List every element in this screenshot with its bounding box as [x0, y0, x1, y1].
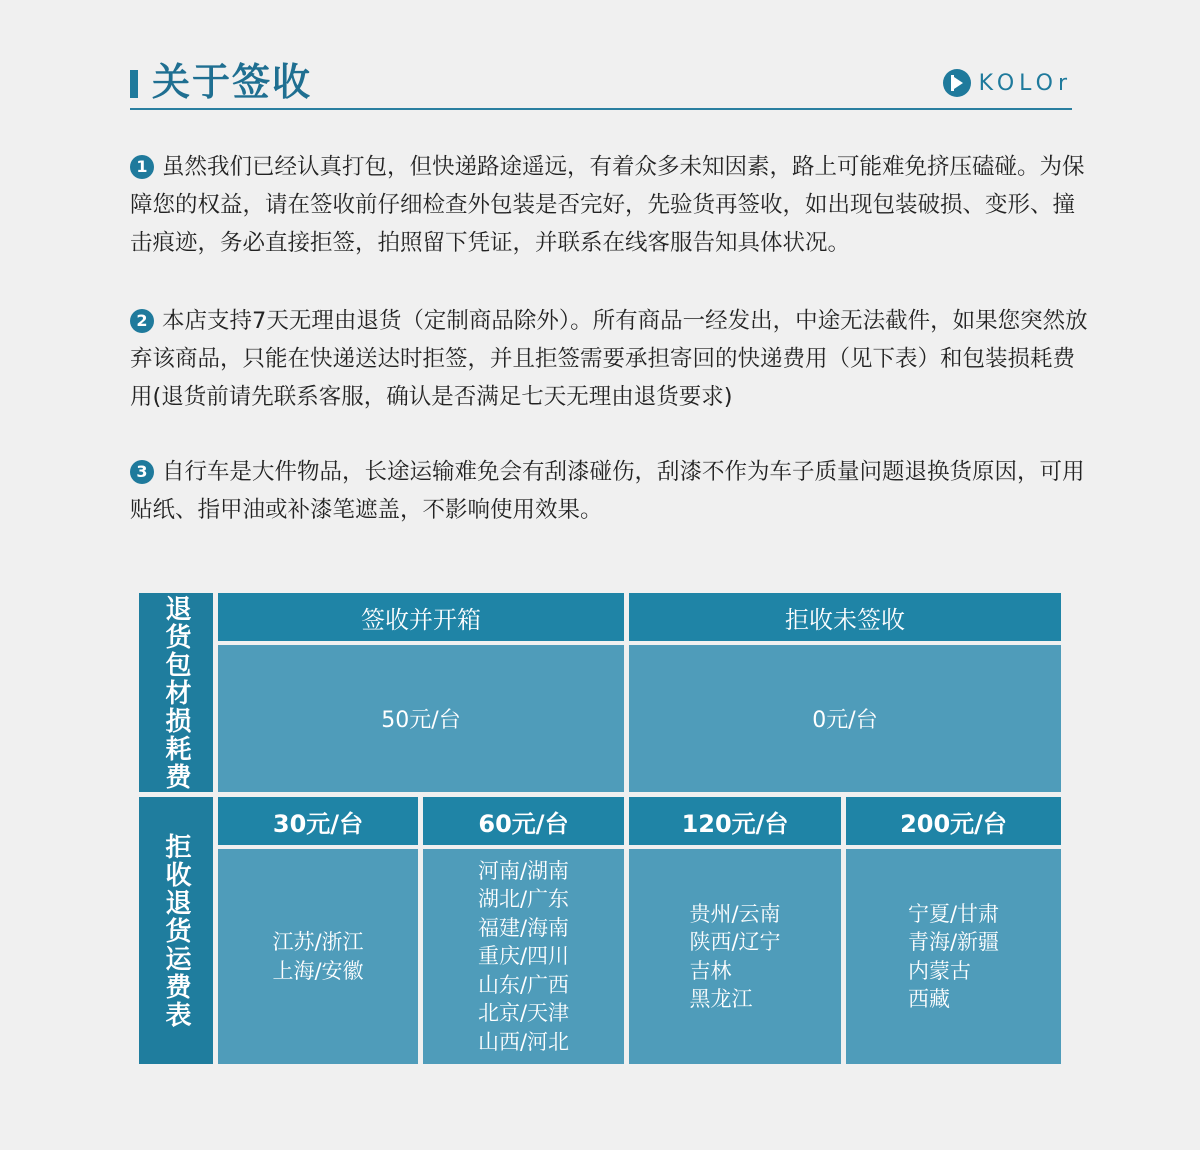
region-list [272, 928, 363, 985]
region-item: 陕西/辽宁 [689, 930, 781, 954]
page-title: 关于签收 [152, 60, 313, 104]
region-item: 福建/海南 [477, 915, 570, 940]
paragraph-text-2: 本店支持7天无理由退货（定制商品除外）。所有商品一经发出，中途无法截件，如果您突然放弃该商品，只能在快递送达时拒签，并且拒签需要承担寄回的快递费用（见下表）和包装损耗费用(退货前请先联系客服，确认是否满足七天无理由退货要求) [130, 308, 1088, 410]
brand-logo [943, 68, 1072, 98]
price-header-120: 120元/台 [629, 797, 841, 845]
region-item: 内蒙古 [907, 958, 971, 983]
title-accent-bar [130, 70, 138, 98]
kolor-logo-icon [943, 69, 971, 97]
region-item: 山西/河北 [477, 1029, 570, 1054]
region-item: 重庆/四川 [477, 944, 570, 969]
region-list [478, 857, 569, 1057]
region-item: 西藏 [907, 987, 950, 1011]
regions-cell-200 [846, 849, 1061, 1064]
region-item: 上海/安徽 [272, 958, 364, 983]
header-signed-opened: 签收并开箱 [218, 593, 624, 641]
header-refused-unsigned: 拒收未签收 [629, 593, 1061, 641]
region-item: 贵州/云南 [689, 901, 781, 926]
notice-paragraph-1 [130, 148, 1095, 262]
region-item: 吉林 [689, 958, 732, 983]
price-header-60: 60元/台 [423, 797, 624, 845]
price-header-200: 200元/台 [846, 797, 1061, 845]
section-header [130, 56, 1072, 110]
paragraph-text-3: 自行车是大件物品，长途运输难免会有刮漆碰伤，刮漆不作为车子质量问题退换货原因，可用贴纸、指甲油或补漆笔遮盖，不影响使用效果。 [130, 459, 1085, 523]
number-badge-2: 2 [130, 309, 154, 333]
regions-cell-120 [629, 849, 841, 1064]
region-item: 江苏/浙江 [272, 930, 364, 954]
packaging-fee-signed: 50元/台 [218, 645, 624, 792]
paragraph-text-1: 虽然我们已经认真打包，但快递路途遥远，有着众多未知因素，路上可能难免挤压磕碰。为保障您的权益，请在签收前仔细检查外包装是否完好，先验货再签收，如出现包装破损、变形、撞击痕迹，务必直接拒签，拍照留下凭证，并联系在线客服告知具体状况。 [130, 154, 1085, 256]
regions-cell-30 [218, 849, 418, 1064]
number-badge-3: 3 [130, 460, 154, 484]
region-list [908, 900, 999, 1014]
regions-cell-60 [423, 849, 624, 1064]
logo-text: KOLOr [978, 70, 1072, 96]
notice-paragraph-2 [130, 302, 1095, 416]
packaging-fee-refused: 0元/台 [629, 645, 1061, 792]
packaging-fee-label: 退货包材损耗费 [139, 593, 213, 792]
region-item: 河南/湖南 [477, 858, 570, 883]
region-item: 湖北/广东 [477, 887, 570, 912]
shipping-fee-label: 拒收退货运费表 [139, 797, 213, 1064]
number-badge-1: 1 [130, 155, 154, 179]
notice-paragraph-3 [130, 453, 1095, 529]
region-item: 北京/天津 [477, 1001, 570, 1026]
region-item: 山东/广西 [477, 972, 570, 997]
price-header-30: 30元/台 [218, 797, 418, 845]
fee-table [139, 593, 1061, 1064]
region-item: 青海/新疆 [907, 930, 1000, 954]
region-list [689, 900, 780, 1014]
region-item: 黑龙江 [689, 987, 753, 1011]
region-item: 宁夏/甘肃 [907, 901, 1000, 926]
